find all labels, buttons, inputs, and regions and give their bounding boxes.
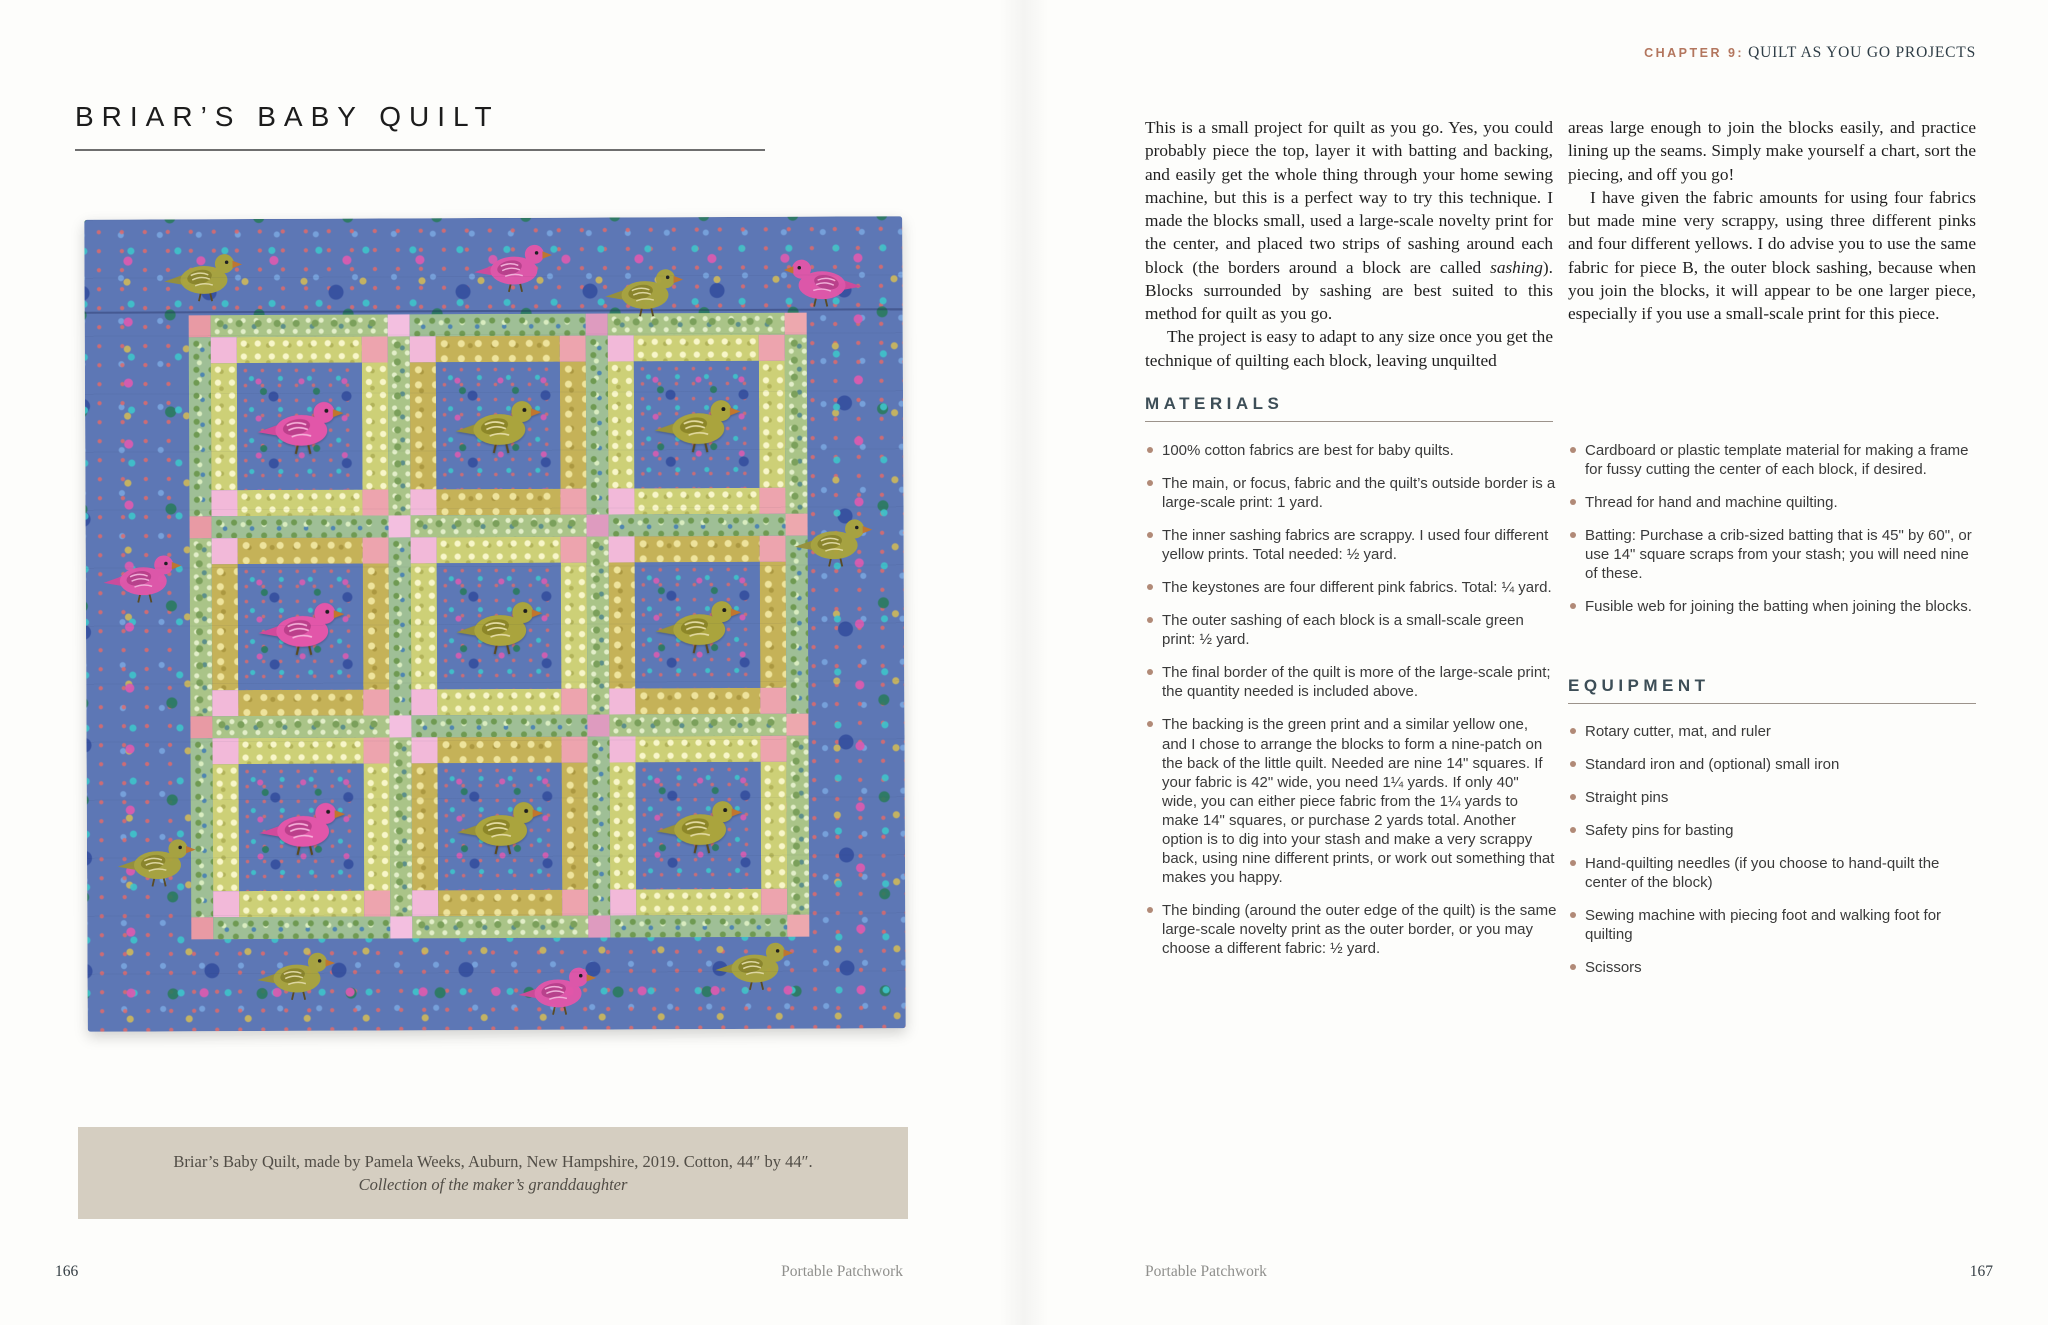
block-corner-square <box>212 538 238 564</box>
bird-icon <box>649 588 747 661</box>
quilt-photo <box>84 216 906 1032</box>
quilt-green-sashing <box>609 513 786 536</box>
list-item <box>1145 578 1557 597</box>
block-corner-square <box>760 688 786 714</box>
block-corner-square <box>361 336 387 362</box>
block-corner-square <box>412 890 438 916</box>
bird-icon <box>158 243 246 309</box>
block-corner-square <box>562 737 588 763</box>
quilt-green-sashing <box>410 514 587 537</box>
block-corner-square <box>363 690 389 716</box>
page-number-left: 166 <box>55 1263 79 1280</box>
list-item <box>1145 715 1557 886</box>
materials-list-col2 <box>1568 441 1982 630</box>
list-item <box>1145 441 1557 460</box>
italic-term: sashing <box>1490 257 1543 277</box>
bird-icon <box>451 790 549 863</box>
bullet-icon <box>1147 617 1153 623</box>
border-bird <box>709 931 797 1002</box>
block-corner-square <box>364 890 390 916</box>
block-corner-square <box>362 489 388 515</box>
block-center-print <box>239 764 364 891</box>
block-yellow-sashing <box>636 736 761 763</box>
quilt-green-sashing <box>409 314 586 337</box>
block-corner-square <box>610 689 636 715</box>
quilt-keystone <box>387 314 409 336</box>
quilt-keystone <box>587 514 609 536</box>
bullet-icon <box>1570 860 1576 866</box>
list-item-text: Batting: Purchase a crib-sized batting that is 45" by 60", or use 14" square scraps from your stash; you will need nine of these. <box>1585 527 1972 583</box>
quilt-top-seam <box>85 308 903 314</box>
bullet-icon <box>1147 584 1153 590</box>
bullet-icon <box>1570 603 1576 609</box>
bird-icon <box>251 390 349 463</box>
block-yellow-sashing <box>760 561 787 688</box>
title-rule <box>75 149 765 151</box>
list-item-text: Rotary cutter, mat, and ruler <box>1585 723 1771 740</box>
list-item-text: The outer sashing of each block is a small-scale green print: ½ yard. <box>1162 612 1524 649</box>
equipment-heading: EQUIPMENT <box>1568 676 1976 704</box>
list-item <box>1568 821 1982 840</box>
block-yellow-sashing <box>436 536 561 563</box>
quilt-keystone <box>787 915 809 937</box>
quilt-keystone <box>786 513 808 535</box>
list-item-text: Scissors <box>1585 959 1642 977</box>
quilt-green-sashing <box>389 738 412 917</box>
block-corner-square <box>759 335 785 361</box>
bullet-icon <box>1570 794 1576 800</box>
block-yellow-sashing <box>362 362 389 489</box>
block-corner-square <box>211 337 237 363</box>
page-gutter <box>1000 0 1048 1325</box>
block-center-print <box>238 563 363 690</box>
block-yellow-sashing <box>435 336 560 363</box>
border-bird <box>600 258 688 329</box>
quilt-keystone <box>390 916 412 938</box>
block-corner-square <box>561 536 587 562</box>
list-item-text: Sewing machine with piecing foot and walking foot for quilting <box>1585 907 1942 944</box>
quilt-green-sashing <box>611 915 788 938</box>
block-yellow-sashing <box>238 537 363 564</box>
list-item <box>1568 755 1982 774</box>
quilt-keystone <box>785 313 807 335</box>
block-corner-square <box>759 487 785 513</box>
intro-column-1 <box>1145 116 1553 372</box>
bird-icon <box>709 931 797 997</box>
border-bird <box>111 828 199 899</box>
quilt-green-sashing <box>213 916 390 939</box>
block-center-print <box>635 562 760 689</box>
quilt-keystone <box>389 716 411 738</box>
block-corner-square <box>410 489 436 515</box>
border-bird <box>469 234 557 305</box>
bullet-icon <box>1570 447 1576 453</box>
list-item-text: Fusible web for joining the batting when joining the blocks. <box>1585 598 1972 616</box>
quilt-block <box>409 336 586 515</box>
block-yellow-sashing <box>635 488 760 515</box>
border-bird <box>251 941 339 1012</box>
block-corner-square <box>409 336 435 362</box>
block-corner-square <box>363 738 389 764</box>
list-item <box>1568 788 1982 807</box>
block-yellow-sashing <box>213 764 240 891</box>
block-corner-square <box>610 737 636 763</box>
block-corner-square <box>609 488 635 514</box>
quilt-keystone <box>190 717 212 739</box>
quilt-keystone <box>190 516 212 538</box>
list-item-text: The binding (around the outer edge of the quilt) is the same large-scale novelty print as the outer border, or you may choose a different fabric: ½ yard. <box>1162 901 1557 957</box>
intro-paragraph-3: I have given the fabric amounts for using four fabrics but made mine very scrappy, using three different pinks and four different yellows. I do advise you to use the same fabric for piece B, the outer block sashing, because when you join the blocks, it will appear to be one larger piece, especially if you use a small-scale print for this piece. <box>1568 187 1976 323</box>
block-center-print <box>634 361 759 488</box>
block-corner-square <box>760 535 786 561</box>
block-center-print <box>436 562 561 689</box>
quilt-keystone <box>786 714 808 736</box>
bullet-icon <box>1147 532 1153 538</box>
quilt-green-sashing <box>588 737 611 916</box>
block-center-print <box>436 362 561 489</box>
border-bird <box>780 249 868 320</box>
block-corner-square <box>562 689 588 715</box>
bullet-icon <box>1147 447 1153 453</box>
list-item-text: Straight pins <box>1585 789 1669 807</box>
materials-list-col1 <box>1145 441 1557 972</box>
list-item-text: The main, or focus, fabric and the quilt’s outside border is a large-scale print: 1 yard. <box>1162 475 1556 512</box>
list-item-text: The backing is the green print and a similar yellow one, and I chose to arrange the blocks to form a nine-patch on the back of the little quilt. Needed are nine 14" squares. If your fabric is 42" wide, you need 1¼ yards. If only 40" wide, you can either piece fabric from the 1¼ yards to make 14" squares, or purchase 2 yards total. Another option is to dig into your stash and make a very scrappy back, using nine different prints, or work out something that makes you happy. <box>1162 716 1555 886</box>
block-yellow-sashing <box>562 763 589 890</box>
block-corner-square <box>213 891 239 917</box>
materials-heading: MATERIALS <box>1145 394 1553 422</box>
bird-icon <box>449 389 547 462</box>
list-item-text: Hand-quilting needles (if you choose to hand-quilt the center of the block) <box>1585 855 1940 892</box>
quilt-green-sashing <box>610 714 787 737</box>
list-item <box>1568 854 1982 892</box>
border-bird <box>98 544 186 615</box>
block-corner-square <box>362 537 388 563</box>
page-title: BRIAR’S BABY QUILT <box>75 100 500 132</box>
quilt-green-sashing <box>411 715 588 738</box>
bullet-icon <box>1147 907 1153 913</box>
list-item <box>1145 663 1557 701</box>
block-corner-square <box>411 690 437 716</box>
border-bird <box>789 509 877 580</box>
list-item <box>1568 493 1982 512</box>
caption-box <box>78 1127 908 1219</box>
block-yellow-sashing <box>237 489 362 516</box>
block-corner-square <box>760 736 786 762</box>
block-yellow-sashing <box>634 335 759 362</box>
block-corner-square <box>609 536 635 562</box>
block-corner-square <box>212 690 238 716</box>
bird-icon <box>469 234 557 300</box>
block-center-print <box>636 762 761 889</box>
bullet-icon <box>1570 827 1576 833</box>
chapter-number-label: CHAPTER 9: <box>1644 46 1745 60</box>
quilt-green-sashing <box>608 313 785 336</box>
bullet-icon <box>1147 669 1153 675</box>
quilt-green-sashing <box>190 739 213 918</box>
list-item <box>1145 901 1557 958</box>
quilt-block <box>411 737 588 916</box>
list-item <box>1568 597 1982 616</box>
bird-icon <box>251 941 339 1007</box>
block-yellow-sashing <box>238 738 363 765</box>
quilt-keystone <box>189 315 211 337</box>
quilt-block <box>212 738 389 917</box>
bird-icon <box>98 544 186 610</box>
list-item-text: The final border of the quilt is more of the large-scale print; the quantity needed is included above. <box>1162 664 1551 701</box>
quilt-keystone <box>588 715 610 737</box>
quilt-green-sashing <box>189 337 212 516</box>
block-yellow-sashing <box>609 562 636 689</box>
bullet-icon <box>1147 480 1153 486</box>
caption-credit: Collection of the maker’s granddaughter <box>358 1174 628 1194</box>
quilt-inner-blocks <box>189 313 810 940</box>
block-corner-square <box>410 537 436 563</box>
bullet-icon <box>1570 761 1576 767</box>
block-yellow-sashing <box>761 762 788 889</box>
block-corner-square <box>608 335 634 361</box>
quilt-green-sashing <box>212 716 389 739</box>
quilt-green-sashing <box>786 736 809 915</box>
block-corner-square <box>211 490 237 516</box>
block-yellow-sashing <box>759 361 786 488</box>
quilt-green-sashing <box>587 536 610 715</box>
quilt-keystone <box>388 515 410 537</box>
block-yellow-sashing <box>239 891 364 918</box>
list-item-text: The inner sashing fabrics are scrappy. I used four different yellow prints. Total needed: ½ yard. <box>1162 527 1549 564</box>
block-yellow-sashing <box>237 337 362 364</box>
list-item <box>1568 722 1982 741</box>
intro-paragraph-1: This is a small project for quilt as you go. Yes, you could probably piece the top, layer it with batting and backing, and easily get the whole thing through your home sewing machine, but this is a perfect way to try this technique. I made the blocks small, used a large-scale novelty print for the center, and placed two strips of sashing around each block (the borders around a block are called sashing). Blocks surrounded by sashing are best suited to this method for quilt as you go. <box>1145 118 1553 323</box>
bird-icon <box>789 509 877 575</box>
quilt-green-sashing <box>786 535 809 714</box>
intro-paragraph-2: The project is easy to adapt to any size once you get the technique of quilting each block, leaving unquilted <box>1145 327 1553 370</box>
bird-icon <box>111 828 199 894</box>
bullet-icon <box>1570 532 1576 538</box>
bullet-icon <box>1147 721 1153 727</box>
caption-text: Briar’s Baby Quilt, made by Pamela Weeks, Auburn, New Hampshire, 2019. Cotton, 44″ by 44″. <box>173 1151 813 1171</box>
page-number-right: 167 <box>1969 1263 1993 1280</box>
bullet-icon <box>1570 912 1576 918</box>
block-corner-square <box>761 889 787 915</box>
bird-icon <box>252 791 350 864</box>
quilt-block <box>610 736 787 915</box>
list-item <box>1568 526 1982 583</box>
equipment-list <box>1568 722 1982 991</box>
bird-icon <box>600 258 688 324</box>
quilt-green-sashing <box>586 336 609 515</box>
quilt-block <box>608 335 785 514</box>
block-center-print <box>237 363 362 490</box>
list-item <box>1568 958 1982 977</box>
list-item-text: Standard iron and (optional) small iron <box>1585 756 1840 774</box>
bird-icon <box>450 589 548 662</box>
block-corner-square <box>610 889 636 915</box>
quilt-block <box>212 537 389 716</box>
list-item <box>1145 611 1557 649</box>
block-corner-square <box>561 488 587 514</box>
chapter-header <box>1300 44 1976 62</box>
bullet-icon <box>1570 728 1576 734</box>
border-bird <box>158 243 246 314</box>
bird-icon <box>780 249 868 315</box>
block-yellow-sashing <box>410 362 437 489</box>
block-corner-square <box>411 738 437 764</box>
block-yellow-sashing <box>362 563 389 690</box>
quilt-green-sashing <box>211 314 388 337</box>
block-yellow-sashing <box>560 362 587 489</box>
intro-column-2 <box>1568 116 1976 325</box>
block-yellow-sashing <box>436 488 561 515</box>
quilt-block <box>609 535 786 714</box>
block-yellow-sashing <box>437 689 562 716</box>
bullet-icon <box>1570 499 1576 505</box>
list-item-text: Thread for hand and machine quilting. <box>1585 494 1838 512</box>
list-item-text: Cardboard or plastic template material for making a frame for fussy cutting the center of each block, if desired. <box>1585 442 1969 479</box>
quilt-keystone <box>586 314 608 336</box>
block-yellow-sashing <box>610 763 637 890</box>
list-item <box>1568 441 1982 479</box>
intro-paragraph-2-continued: areas large enough to join the blocks easily, and practice lining up the seams. Simply make yourself a chart, sort the piecing, and off you go! <box>1568 118 1976 184</box>
bird-icon <box>513 956 601 1022</box>
bird-icon <box>648 388 746 461</box>
block-yellow-sashing <box>635 536 760 563</box>
block-yellow-sashing <box>211 363 238 490</box>
block-yellow-sashing <box>411 764 438 891</box>
list-item-text: 100% cotton fabrics are best for baby quilts. <box>1162 442 1454 459</box>
chapter-title: QUILT AS YOU GO PROJECTS <box>1748 44 1976 61</box>
list-item <box>1568 906 1982 944</box>
bird-icon <box>252 590 350 663</box>
block-yellow-sashing <box>212 564 239 691</box>
block-corner-square <box>560 336 586 362</box>
bird-icon <box>650 789 748 862</box>
quilt-keystone <box>191 917 213 939</box>
quilt-green-sashing <box>785 335 808 514</box>
quilt-block <box>211 336 388 515</box>
list-item <box>1145 526 1557 564</box>
block-yellow-sashing <box>608 361 635 488</box>
quilt-green-sashing <box>412 916 589 939</box>
list-item-text: The keystones are four different pink fabrics. Total: ¼ yard. <box>1162 579 1552 597</box>
block-yellow-sashing <box>438 890 563 917</box>
block-center-print <box>437 763 562 890</box>
bullet-icon <box>1570 964 1576 970</box>
block-yellow-sashing <box>410 563 437 690</box>
block-yellow-sashing <box>561 562 588 689</box>
quilt-green-sashing <box>387 336 410 515</box>
quilt-block <box>410 536 587 715</box>
quilt-green-sashing <box>388 537 411 716</box>
running-footer-right: Portable Patchwork <box>1145 1263 1267 1280</box>
list-item-text: Safety pins for basting <box>1585 822 1734 840</box>
list-item <box>1145 474 1557 512</box>
block-yellow-sashing <box>636 688 761 715</box>
quilt-green-sashing <box>212 515 389 538</box>
running-footer-left: Portable Patchwork <box>781 1263 903 1280</box>
block-yellow-sashing <box>437 737 562 764</box>
block-yellow-sashing <box>238 690 363 717</box>
quilt-keystone <box>589 915 611 937</box>
border-bird <box>513 956 601 1027</box>
quilt-green-sashing <box>190 538 213 717</box>
block-yellow-sashing <box>363 764 390 891</box>
block-yellow-sashing <box>636 889 761 916</box>
block-corner-square <box>562 890 588 916</box>
block-corner-square <box>212 738 238 764</box>
